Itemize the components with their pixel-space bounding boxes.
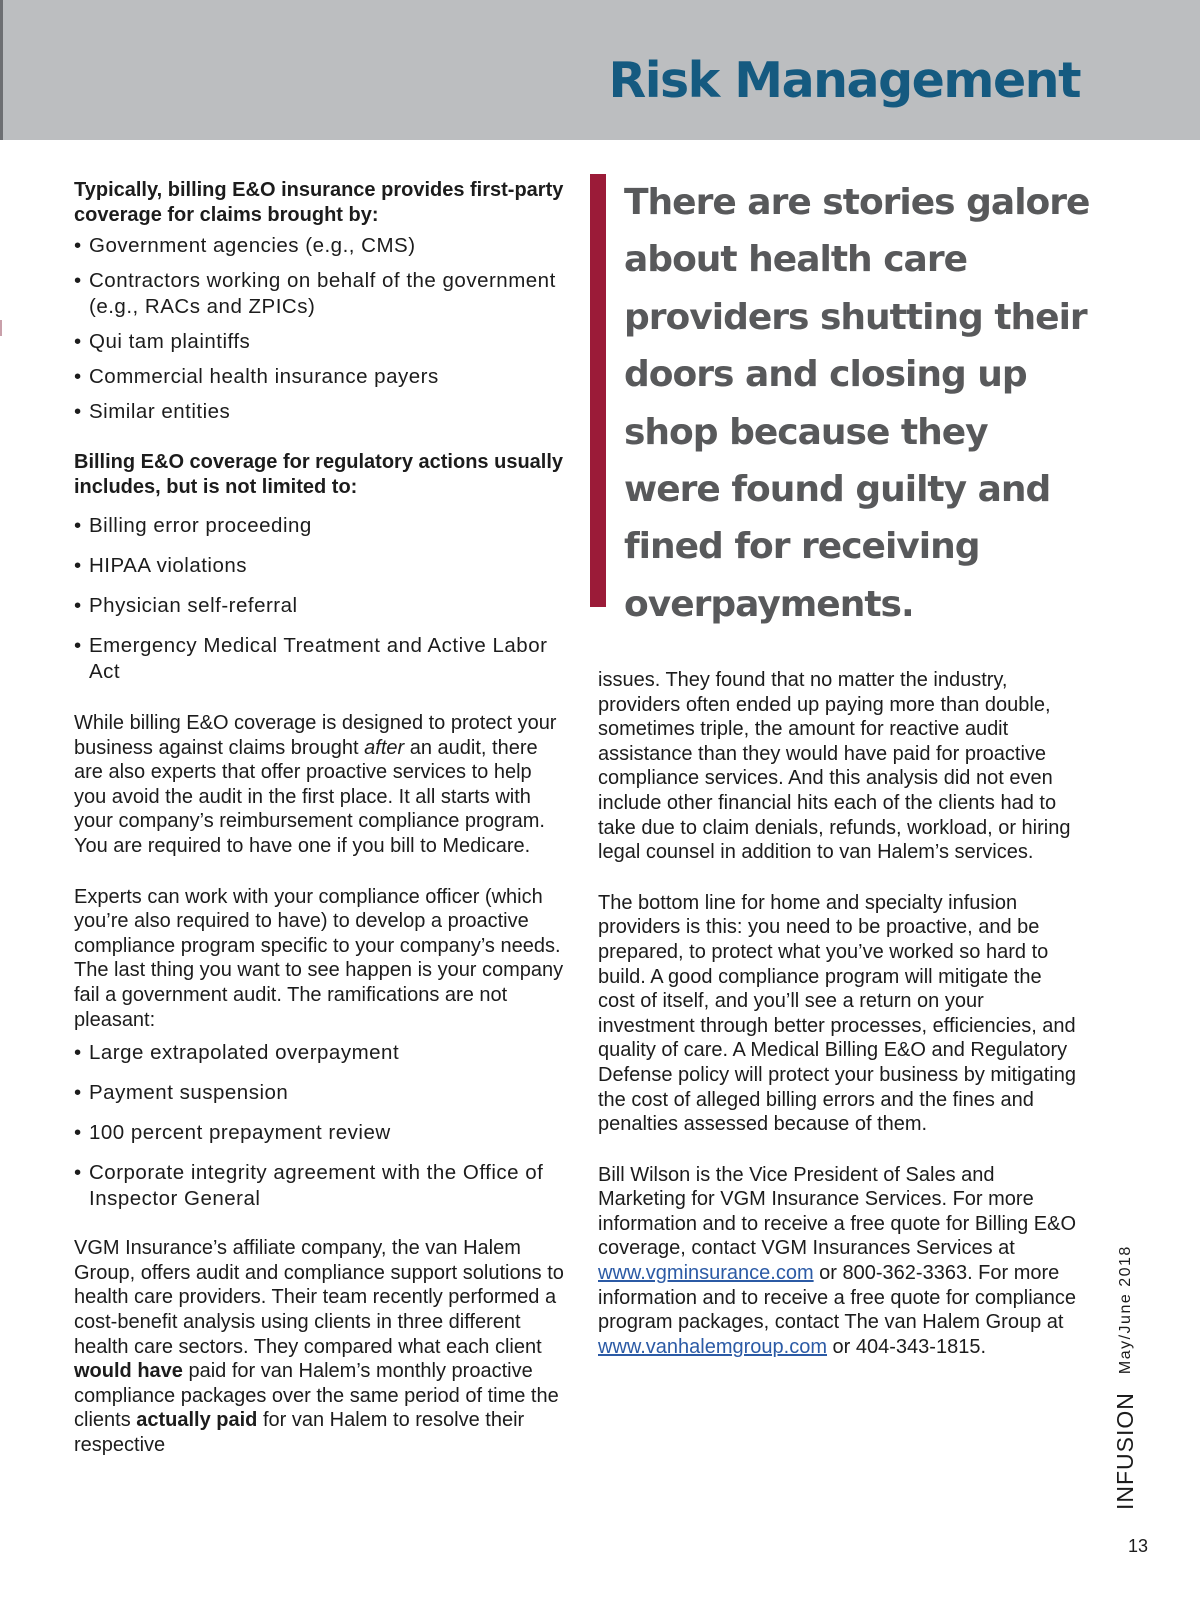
bullet-icon: • — [74, 634, 82, 657]
bullet-icon: • — [74, 1041, 82, 1065]
list-item: • Large extrapolated overpayment — [74, 1041, 400, 1065]
vgm-insurance-link[interactable]: www.vgminsurance.com — [598, 1262, 814, 1285]
right-column — [598, 668, 1078, 1359]
section-title: Risk Management — [608, 52, 1080, 109]
list-item: • Physician self-referral — [74, 594, 298, 617]
bullet-icon: • — [74, 1121, 82, 1145]
list-item: • Corporate integrity agreement with the Office of Inspector General — [74, 1161, 544, 1211]
list-item: • Similar entities — [74, 400, 231, 423]
list-item: • Billing error proceeding — [74, 514, 312, 537]
list-item: • Commercial health insurance payers — [74, 365, 439, 388]
bullet-icon: • — [74, 330, 82, 353]
claimants-list — [74, 233, 564, 425]
list-item: • 100 percent prepayment review — [74, 1121, 391, 1145]
regulatory-list — [74, 513, 564, 685]
bullet-icon: • — [74, 365, 82, 388]
pull-quote-bar — [590, 174, 606, 607]
van-halem-link[interactable]: www.vanhalemgroup.com — [598, 1335, 827, 1358]
bullet-icon: • — [74, 400, 82, 423]
pull-quote-text: There are stories galore about health care providers shutting their doors and closing up shop because they were found guilty and fined for receiving overpayments. — [624, 182, 1090, 625]
page-number: 13 — [1128, 1536, 1149, 1556]
paragraph-coverage: While billing E&O coverage is designed to protect your business against claims brought after an audit, there are also experts that offer proactive services to help you avoid the audit in the first place. It all starts with your company’s reimbursement compliance program. You are required to have one if you bill to Medicare. — [74, 712, 557, 857]
bullet-icon: • — [74, 269, 82, 292]
bullet-icon: • — [74, 554, 82, 577]
page-header — [0, 0, 1200, 140]
bullet-icon: • — [74, 1161, 82, 1185]
list-item: • Contractors working on behalf of the government (e.g., RACs and ZPICs) — [74, 269, 556, 318]
paragraph-vgm: VGM Insurance’s affiliate company, the van Halem Group, offers audit and compliance support solutions to health care providers. Their team recently performed a cost-benefit analysis using clients in three different health care sectors. They compared what each client would have paid for van Halem’s monthly proactive compliance packages over the same period of time the clients actually paid for van Halem to resolve their respective — [74, 1237, 564, 1456]
lead-regulatory: Billing E&O coverage for regulatory actions usually includes, but is not limited to: — [74, 451, 564, 498]
magazine-footer — [1112, 1245, 1138, 1510]
bullet-icon: • — [74, 1081, 82, 1105]
margin-mark — [0, 320, 2, 336]
bullet-icon: • — [74, 514, 82, 537]
bullet-icon: • — [74, 234, 82, 257]
list-item: • Emergency Medical Treatment and Active Labor Act — [74, 634, 548, 683]
issue-date: May/June 2018 — [1116, 1245, 1134, 1375]
left-column — [74, 178, 564, 1457]
list-item: • Qui tam plaintiffs — [74, 330, 251, 353]
author-bio: Bill Wilson is the Vice President of Sales and Marketing for VGM Insurance Services. For more information and to receive a free quote for Billing E&O coverage, contact VGM Insurances Services at www.vgminsurance.com or 800-362-3363. For more information and to receive a free quote for compliance program packages, contact The van Halem Group at www.vanhalemgroup.com or 404-343-1815. — [598, 1163, 1077, 1358]
ramifications-list — [74, 1040, 564, 1212]
paragraph-issues: issues. They found that no matter the industry, providers often ended up paying more than double, sometimes triple, the amount for reactive audit assistance than they would have paid for proactive compliance services. And this analysis did not even include other financial hits each of the clients had to take due to claim denials, refunds, workload, or hiring legal counsel in addition to van Halem’s services. — [598, 669, 1071, 864]
paragraph-bottom-line: The bottom line for home and specialty infusion providers is this: you need to be proactive, and be prepared, to protect what you’ve worked so hard to build. A good compliance program will mitigate the cost of itself, and you’ll see a return on your investment through better processes, efficiencies, and quality of care. A Medical Billing E&O and Regulatory Defense policy will protect your business by mitigating the cost of alleged billing errors and the fines and penalties assessed because of them. — [598, 891, 1076, 1136]
bullet-icon: • — [74, 594, 82, 617]
list-item: • Government agencies (e.g., CMS) — [74, 234, 416, 257]
paragraph-experts: Experts can work with your compliance officer (which you’re also required to have) to develop a proactive compliance program specific to your company’s needs. The last thing you want to see happen is your company fail a government audit. The ramifications are not pleasant: — [74, 885, 564, 1031]
header-edge — [0, 0, 3, 140]
list-item: • Payment suspension — [74, 1081, 289, 1105]
lead-first-party: Typically, billing E&O insurance provides first-party coverage for claims brought by: — [74, 179, 564, 226]
list-item: • HIPAA violations — [74, 554, 248, 577]
brand-logo: INFUSION — [1112, 1392, 1138, 1510]
